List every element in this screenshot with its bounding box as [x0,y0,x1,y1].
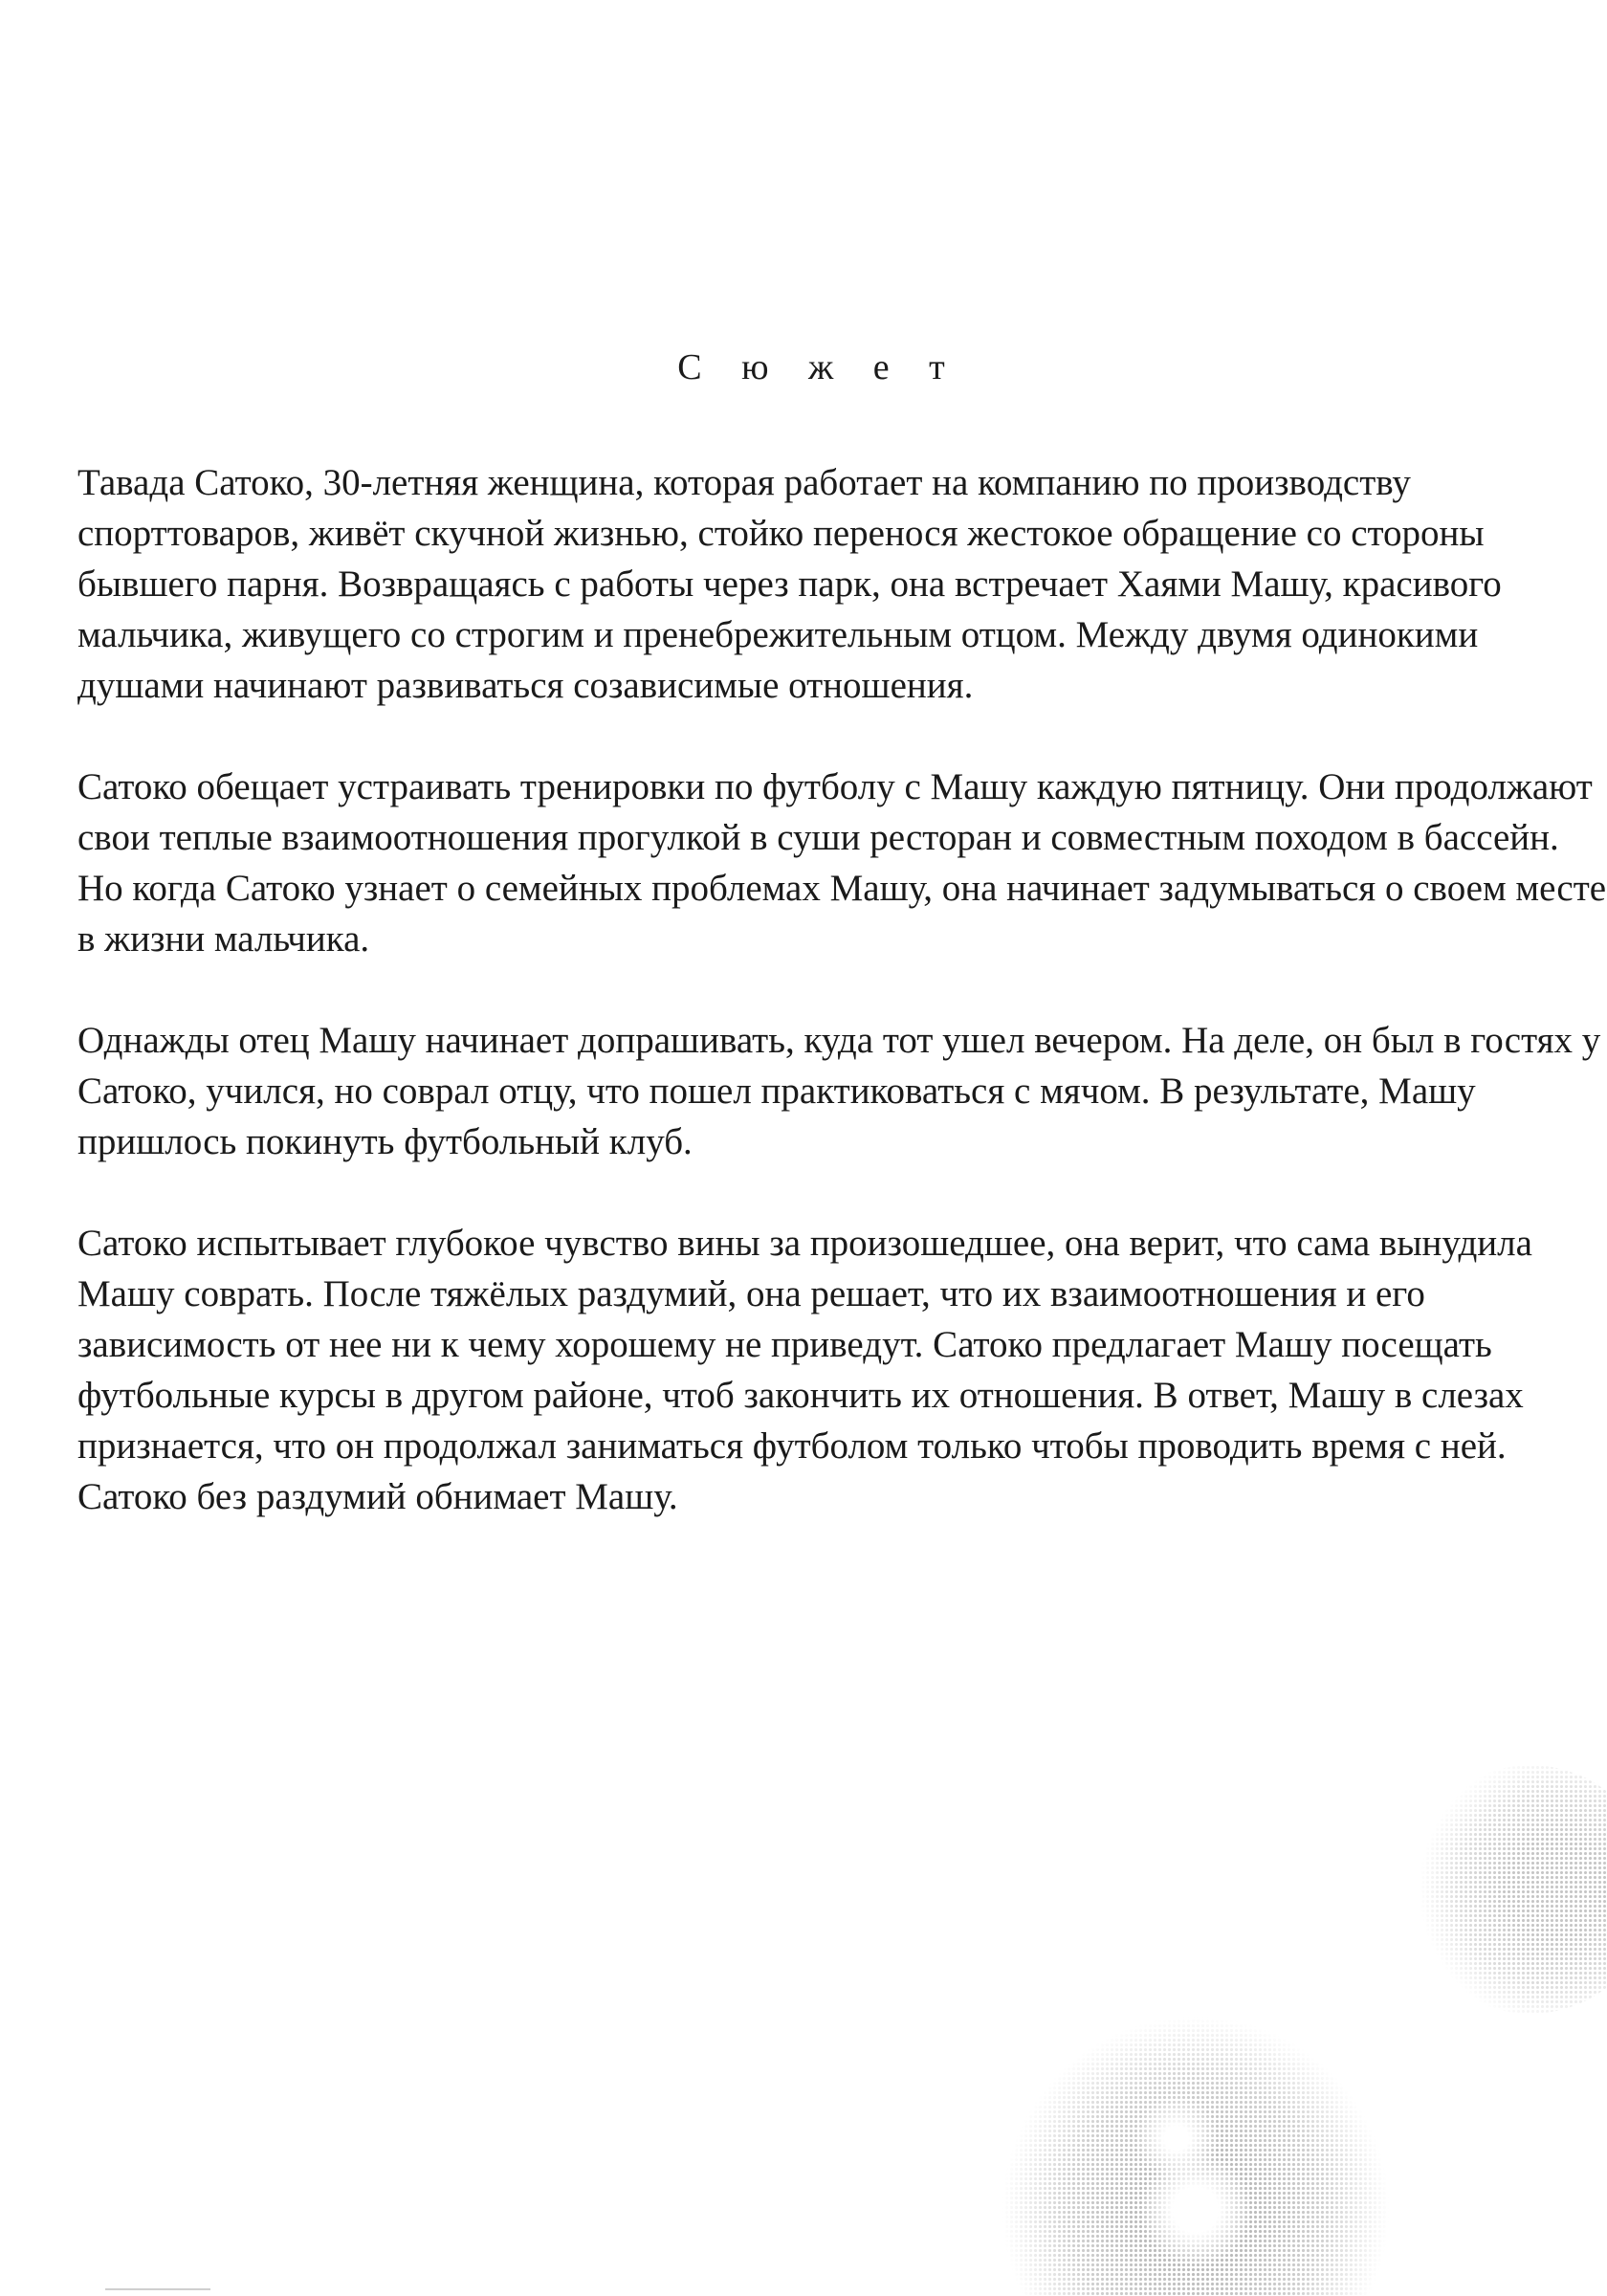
light-glow-decoration [1134,2095,1220,2181]
synopsis-text [77,457,1607,1573]
text-line: мальчика, живущего со строгим и пренебрежительным отцом. Между двумя одинокими [77,614,1479,655]
text-line: футбольные курсы в другом районе, чтоб закончить их отношения. В ответ, Машу в слезах [77,1375,1524,1416]
text-line: Сатоко, учился, но соврал отцу, что пошел практиковаться с мячом. В результате, Машу [77,1071,1476,1112]
text-line: свои теплые взаимоотношения прогулкой в суши ресторан и совместным походом в бассейн. [77,817,1559,858]
text-line: признается, что он продолжал заниматься футболом только чтобы проводить время с ней. [77,1425,1507,1467]
text-line: пришлось покинуть футбольный клуб. [77,1121,693,1162]
text-line: Тавада Сатоко, 30-летняя женщина, которая работает на компанию по производству [77,462,1411,503]
text-line: Однажды отец Машу начинает допрашивать, куда тот ушел вечером. На деле, он был в гостях у [77,1020,1601,1061]
text-line: бывшего парня. Возвращаясь с работы через парк, она встречает Хаями Машу, красивого [77,563,1502,605]
page-title: С ю ж е т [677,347,960,387]
paragraph-2 [77,762,1607,964]
text-line: Машу соврать. После тяжёлых раздумий, она решает, что их взаимоотношения и его [77,1273,1425,1314]
paragraph-3 [77,1015,1601,1167]
bottom-divider [105,2288,210,2290]
paragraph-4 [77,1218,1551,1522]
text-line: зависимость от нее ни к чему хорошему не приведут. Сатоко предлагает Машу посещать [77,1324,1492,1365]
text-line: душами начинают развиваться созависимые отношения. [77,665,974,706]
text-line: в жизни мальчика. [77,918,370,960]
paragraph-1 [77,457,1551,711]
text-line: Но когда Сатоко узнает о семейных проблемах Машу, она начинает задумываться о своем месте [77,868,1607,909]
text-line: Сатоко испытывает глубокое чувство вины за произошедшее, она верит, что сама вынудила [77,1223,1532,1264]
halftone-decoration-upper [1406,1765,1607,2014]
text-line: Сатоко обещает устраивать тренировки по футболу с Машу каждую пятницу. Они продолжают [77,766,1593,807]
text-line: Сатоко без раздумий обнимает Машу. [77,1476,678,1517]
text-line: спорттоваров, живёт скучной жизнью, стойко перенося жестокое обращение со стороны [77,513,1485,554]
